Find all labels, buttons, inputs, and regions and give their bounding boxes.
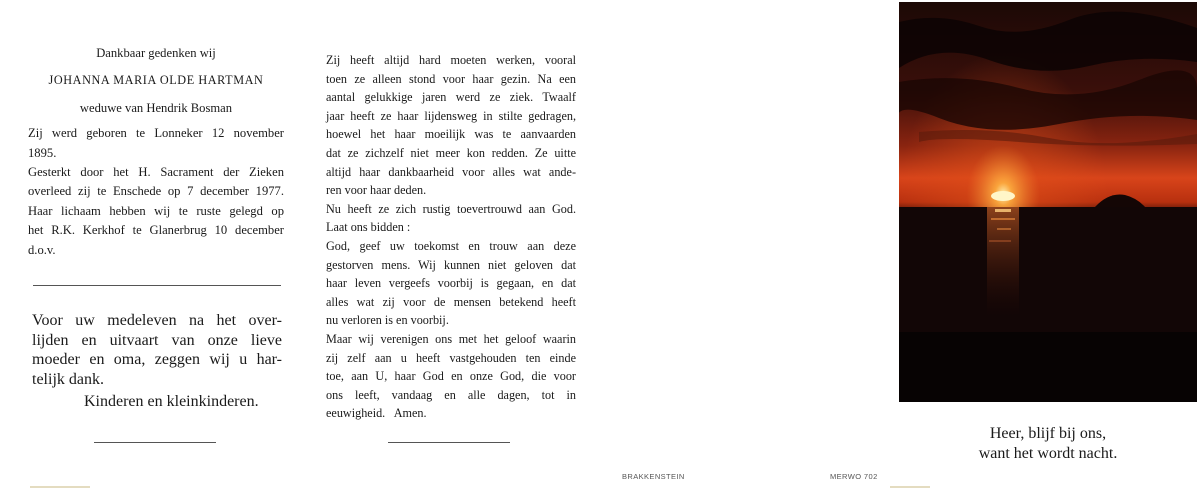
signoff: Kinderen en kleinkinderen. xyxy=(84,393,259,410)
text-line: hoewel het haar moeilijk was te aanvaarden xyxy=(326,127,576,142)
divider-short-middle xyxy=(388,442,510,443)
paper-edge-mark xyxy=(890,486,930,488)
text-line: Maar wij verenigen ons met het geloof waarin xyxy=(326,331,576,346)
thanks-paragraph xyxy=(32,311,282,389)
bio-line: het R.K. Kerkhof te Glanerbrug 10 december xyxy=(28,223,284,238)
bio-line: 1895. xyxy=(28,145,57,160)
text-line: altijd haar dankbaarheid voor alles wat ande- xyxy=(326,164,576,179)
obituary-left-panel xyxy=(28,44,284,260)
photo-caption xyxy=(899,424,1197,464)
bio-line: Haar lichaam hebben wij te ruste gelegd op xyxy=(28,203,284,218)
text-line: ren voor haar deden. xyxy=(326,183,427,198)
caption-line: want het wordt nacht. xyxy=(978,445,1118,462)
text-line: Zij heeft altijd hard moeten werken, vooral xyxy=(326,53,576,67)
text-line: eeuwigheid. Amen. xyxy=(326,406,427,421)
intro-heading: Dankbaar gedenken wij xyxy=(96,46,216,60)
text-line: alles wat zij voor de mensen betekend heeft xyxy=(326,294,576,309)
text-line: toen ze alleen stond voor haar gezin. Na een xyxy=(326,71,576,86)
printer-mark: BRAKKENSTEIN xyxy=(622,472,685,481)
thanks-line: moeder en oma, zeggen wij u har- xyxy=(32,351,282,368)
obituary-middle-panel xyxy=(326,51,576,423)
sunset-photo xyxy=(899,2,1197,402)
divider-line xyxy=(33,285,281,286)
text-line: Laat ons bidden : xyxy=(326,220,411,235)
text-line: zij zelf aan u heeft vastgehouden ten einde xyxy=(326,350,576,365)
text-line: Nu heeft ze zich rustig toevertrouwd aan God. xyxy=(326,201,576,216)
thanks-line: telijk dank. xyxy=(32,370,104,388)
bio-line: d.o.v. xyxy=(28,242,56,257)
caption-line: Heer, blijf bij ons, xyxy=(989,425,1107,442)
text-line: toe, aan U, haar God en onze God, die voor xyxy=(326,369,576,384)
bio-line: Zij werd geboren te Lonneker 12 november xyxy=(28,126,284,141)
sunset-image xyxy=(899,2,1197,402)
divider-short-left xyxy=(94,442,216,443)
text-line: jaar heeft ze haar lijdensweg in stilte gedragen, xyxy=(326,108,576,123)
paper-edge-mark xyxy=(30,486,90,488)
text-line: nu verloren is en voorbij. xyxy=(326,313,449,328)
thanks-line: Voor uw medeleven na het over- xyxy=(32,312,282,329)
text-line: gestorven mens. Wij kunnen niet geloven dat xyxy=(326,257,576,272)
deceased-name: JOHANNA MARIA OLDE HARTMAN xyxy=(48,73,264,88)
text-line: God, geef uw toekomst en trouw aan deze xyxy=(326,238,576,253)
text-line: aantal gelukkige jaren werd ze ziek. Twaalf xyxy=(326,90,576,105)
printer-code: MERWO 702 xyxy=(830,472,878,481)
widow-of-line: weduwe van Hendrik Bosman xyxy=(79,100,233,115)
thanks-line: lijden en uitvaart van onze lieve xyxy=(32,331,282,349)
text-line: ons leeft, vandaag en alle dagen, tot in xyxy=(326,387,576,402)
text-line: haar leven vergeefs voorbij is gegaan, en dat xyxy=(326,276,576,291)
bio-line: Gesterkt door het H. Sacrament der Zieken xyxy=(28,165,284,180)
bio-line: overleed zij te Enschede op 7 december 1977. xyxy=(28,184,284,199)
text-line: dat ze zichzelf niet meer kon redden. Ze uitte xyxy=(326,145,576,160)
